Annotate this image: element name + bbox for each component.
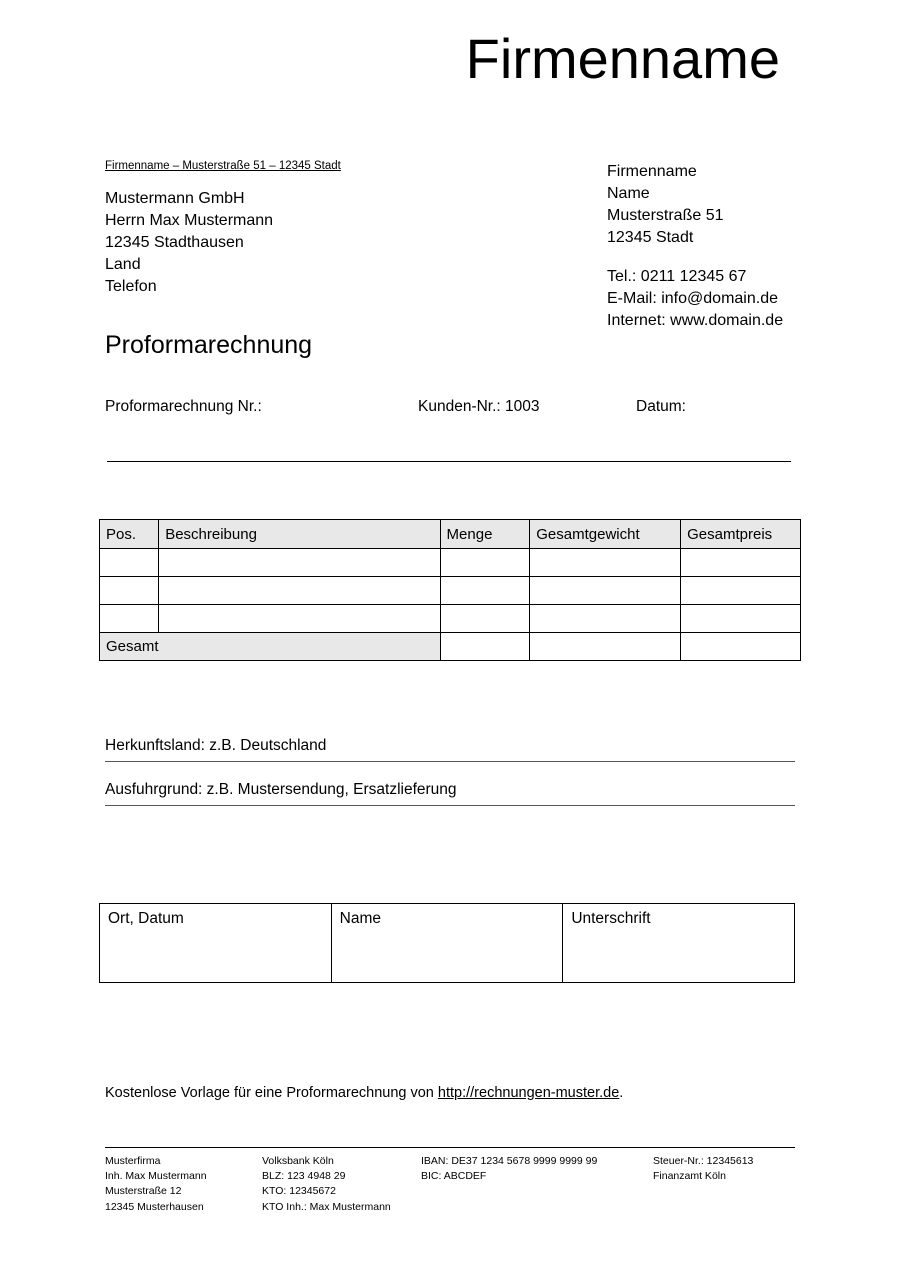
footer-line: Finanzamt Köln <box>653 1170 726 1183</box>
sender-line: Name <box>607 185 650 203</box>
recipient-line: Mustermann GmbH <box>105 190 245 207</box>
items-table <box>99 519 801 661</box>
cell-total-price[interactable] <box>681 549 801 577</box>
total-label: Gesamt <box>100 633 441 661</box>
cell-description[interactable] <box>159 605 440 633</box>
sender-email: E-Mail: info@domain.de <box>607 290 778 308</box>
footer-line: Volksbank Köln <box>262 1155 334 1167</box>
table-row <box>100 605 801 633</box>
cell-total-weight[interactable] <box>530 605 681 633</box>
footer-company-column <box>105 1154 207 1215</box>
cell-total-price[interactable] <box>681 605 801 633</box>
cell-quantity[interactable] <box>440 577 530 605</box>
footer-bank-column <box>262 1154 391 1215</box>
date-label: Datum: <box>636 398 686 415</box>
sender-line: Musterstraße 51 <box>607 207 724 225</box>
credit-prefix: Kostenlose Vorlage für eine Proformarechnung von <box>105 1085 438 1101</box>
invoice-number-label: Proformarechnung Nr.: <box>105 398 262 415</box>
company-title: Firmenname <box>465 27 780 90</box>
table-row <box>100 577 801 605</box>
footer-line: Inh. Max Mustermann <box>105 1170 207 1183</box>
signature-table <box>99 903 795 983</box>
footer-line: BIC: ABCDEF <box>421 1170 487 1183</box>
cell-description[interactable] <box>159 577 440 605</box>
recipient-line: Land <box>105 256 141 274</box>
table-row <box>100 549 801 577</box>
export-reason-field[interactable]: Ausfuhrgrund: z.B. Mustersendung, Ersatzlieferung <box>105 781 795 806</box>
cell-quantity[interactable] <box>440 605 530 633</box>
template-credit-note <box>105 1085 623 1101</box>
footer-line: Musterstraße 12 <box>105 1185 182 1198</box>
cell-total-weight[interactable] <box>530 577 681 605</box>
footer-line: KTO: 12345672 <box>262 1185 336 1198</box>
total-weight[interactable] <box>530 633 681 661</box>
customer-number-label: Kunden-Nr.: 1003 <box>418 398 540 415</box>
recipient-address-block <box>105 188 273 298</box>
footer-line: BLZ: 123 4948 29 <box>262 1170 346 1183</box>
cell-pos[interactable] <box>100 605 159 633</box>
recipient-line: Herrn Max Mustermann <box>105 212 274 230</box>
recipient-line: Telefon <box>105 278 157 296</box>
return-address-line: Firmenname – Musterstraße 51 – 12345 Stadt <box>105 160 341 172</box>
sender-address-block <box>607 161 783 333</box>
sender-phone: Tel.: 0211 12345 67 <box>607 268 747 286</box>
footer-line: Steuer-Nr.: 12345613 <box>653 1155 754 1167</box>
cell-quantity[interactable] <box>440 549 530 577</box>
page-title: Proformarechnung <box>105 331 313 359</box>
column-header-pos: Pos. <box>100 520 159 549</box>
cell-description[interactable] <box>159 549 440 577</box>
country-of-origin-field[interactable]: Herkunftsland: z.B. Deutschland <box>105 737 795 762</box>
recipient-line: 12345 Stadthausen <box>105 234 244 252</box>
table-total-row <box>100 633 801 661</box>
items-table-header-row <box>100 520 801 549</box>
signature-place-date[interactable]: Ort, Datum <box>100 904 332 983</box>
signature-signature[interactable]: Unterschrift <box>563 904 795 983</box>
cell-pos[interactable] <box>100 577 159 605</box>
cell-total-price[interactable] <box>681 577 801 605</box>
column-header-quantity: Menge <box>440 520 530 549</box>
footer-line: IBAN: DE37 1234 5678 9999 9999 99 <box>421 1155 598 1167</box>
column-header-description: Beschreibung <box>159 520 440 549</box>
sender-line: 12345 Stadt <box>607 229 694 247</box>
footer-tax-column <box>653 1154 753 1184</box>
cell-pos[interactable] <box>100 549 159 577</box>
footer-line: 12345 Musterhausen <box>105 1200 204 1213</box>
credit-suffix: . <box>619 1085 624 1101</box>
spacer <box>607 249 783 266</box>
total-quantity[interactable] <box>440 633 530 661</box>
footer-line: Musterfirma <box>105 1155 161 1167</box>
footer-line: KTO Inh.: Max Mustermann <box>262 1200 391 1213</box>
column-header-total-price: Gesamtpreis <box>681 520 801 549</box>
sender-website: Internet: www.domain.de <box>607 312 784 330</box>
sender-line: Firmenname <box>607 163 697 180</box>
divider-under-meta <box>107 461 791 462</box>
cell-total-weight[interactable] <box>530 549 681 577</box>
footer-iban-column <box>421 1154 597 1184</box>
footer-divider <box>105 1147 795 1148</box>
signature-name[interactable]: Name <box>331 904 563 983</box>
signature-row <box>100 904 795 983</box>
total-price[interactable] <box>681 633 801 661</box>
column-header-total-weight: Gesamtgewicht <box>530 520 681 549</box>
template-source-link[interactable]: http://rechnungen-muster.de <box>437 1085 620 1101</box>
